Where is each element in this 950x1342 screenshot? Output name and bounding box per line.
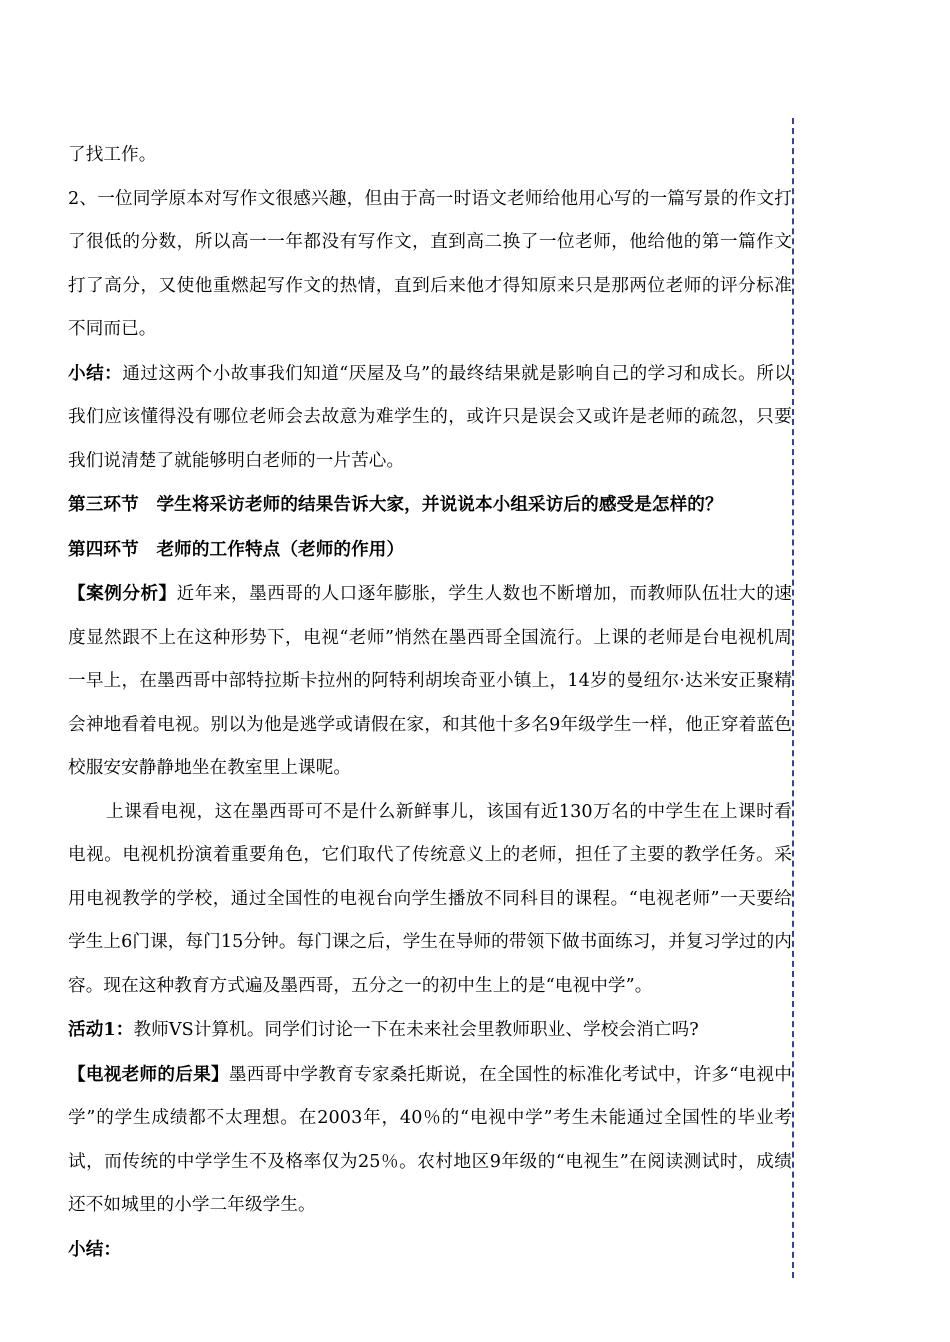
paragraph-case-analysis — [68, 572, 792, 791]
paragraph-tv-consequences — [68, 1053, 792, 1228]
section-4-title: 第四环节 老师的工作特点（老师的作用） — [68, 538, 405, 560]
paragraph-tv-teaching: 上课看电视，这在墨西哥可不是什么新鲜事儿，该国有近130万名的中学生在上课时看电视。电视机扮演着重要角色，它们取代了传统意义上的老师，担任了主要的教学任务。采用电视教学的学校，通过全国性的电视台向学生播放不同科目的课程。“电视老师”一天要给学生上6门课，每门15分钟。每门课之后，学生在导师的带领下做书面练习，并复习学过的内容。现在这种教育方式遍及墨西哥，五分之一的初中生上的是“电视中学”。 — [68, 801, 792, 996]
paragraph-continuation: 了找工作。 — [68, 145, 157, 165]
document-body — [68, 134, 792, 1272]
summary-2-label: 小结： — [68, 1238, 122, 1260]
paragraph-summary-2 — [68, 1228, 792, 1273]
activity-1-label: 活动1： — [68, 1019, 134, 1040]
heading-section-3 — [68, 483, 792, 528]
summary-text: 通过这两个小故事我们知道“厌屋及乌”的最终结果就是影响自己的学习和成长。所以我们应该懂得没有哪位老师会去故意为难学生的，或许只是误会又或许是老师的疏忽，只要我们说清楚了就能够明白老师的一片苦心。 — [68, 363, 792, 471]
activity-1-text: 教师VS计算机。同学们讨论一下在未来社会里教师职业、学校会消亡吗? — [133, 1020, 699, 1040]
paragraph-story-2: 2、一位同学原本对写作文很感兴趣，但由于高一时语文老师给他用心写的一篇写景的作文打了很低的分数，所以高一一年都没有写作文，直到高二换了一位老师，他给他的第一篇作文打了高分，又使他重燃起写作文的热情，直到后来他才得知原来只是那两位老师的评分标准不同而已。 — [68, 188, 792, 339]
consequences-text: 墨西哥中学教育专家桑托斯说，在全国性的标准化考试中，许多“电视中学”的学生成绩都不太理想。在2003年，40％的“电视中学”考生未能通过全国性的毕业考试，而传统的中学学生不及格率仅为25％。农村地区9年级的“电视生”在阅读测试时，成绩还不如城里的小学二年级学生。 — [68, 1064, 792, 1215]
case-analysis-label: 【案例分析】 — [68, 583, 177, 604]
case-analysis-text: 近年来，墨西哥的人口逐年膨胀，学生人数也不断增加，而教师队伍壮大的速度显然跟不上在这种形势下，电视“老师”悄然在墨西哥全国流行。上课的老师是台电视机周一早上，在墨西哥中部特拉斯卡拉州的阿特利胡埃奇亚小镇上，14岁的曼纽尔·达米安正聚精会神地看着电视。别以为他是逃学或请假在家，和其他十多名9年级学生一样，他正穿着蓝色校服安安静静地坐在教室里上课呢。 — [68, 584, 792, 778]
heading-section-4 — [68, 528, 792, 573]
section-3-title: 第三环节 学生将采访老师的结果告诉大家，并说说本小组采访后的感受是怎样的？ — [68, 494, 723, 515]
paragraph-summary-1 — [68, 352, 792, 484]
binding-margin-line — [792, 118, 794, 1278]
consequences-label: 【电视老师的后果】 — [68, 1063, 229, 1085]
summary-label: 小结： — [68, 362, 123, 384]
paragraph-activity-1 — [68, 1008, 792, 1053]
